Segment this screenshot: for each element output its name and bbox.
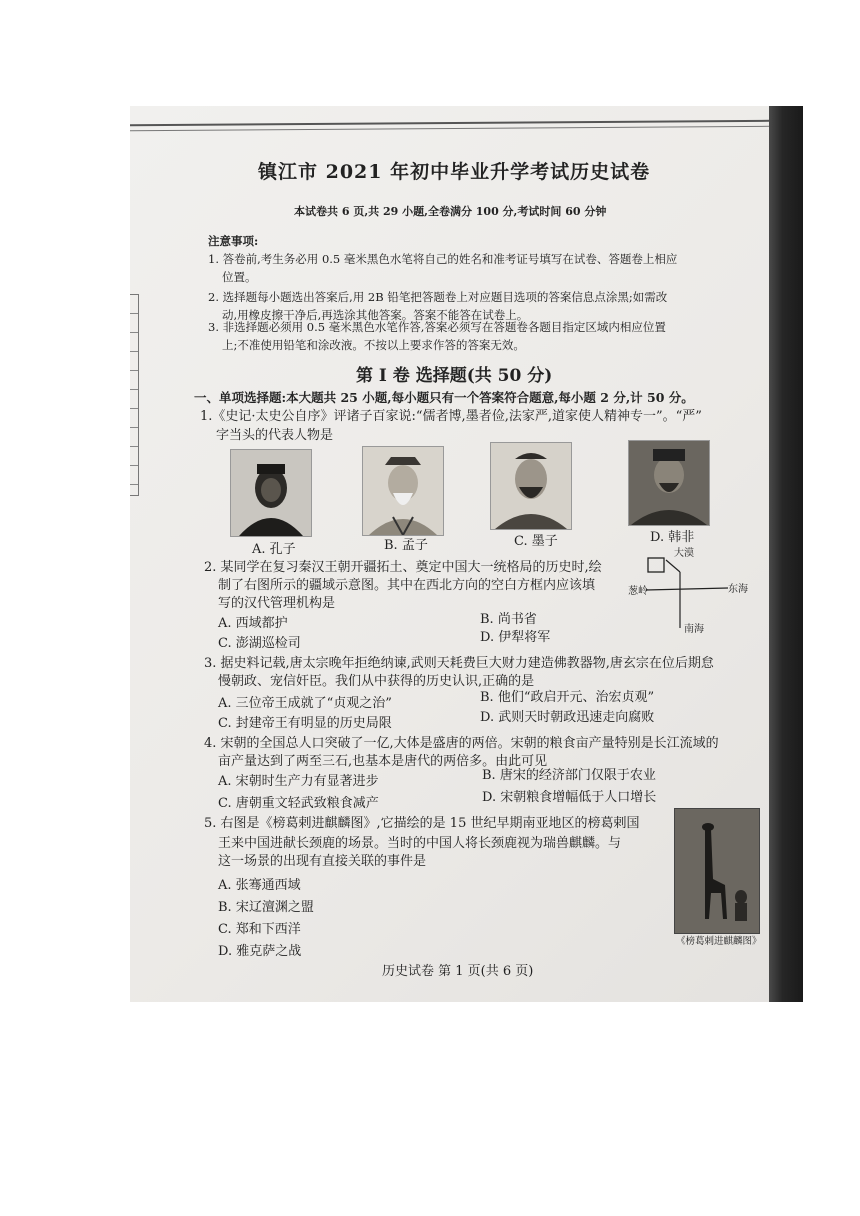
map-label: 大漠 [674,548,694,559]
top-rule [130,120,770,126]
exam-subtitle: 本试卷共 6 页,共 29 小题,全卷满分 100 分,考试时间 60 分钟 [294,205,607,218]
question-text: 制了右图所示的疆域示意图。其中在西北方向的空白方框内应该填 [218,578,596,593]
option: B. 孟子 [384,538,428,553]
option: B. 宋辽澶渊之盟 [218,900,314,915]
notice-line: 动,用橡皮擦干净后,再选涂其他答案。答案不能答在试卷上。 [222,308,529,322]
option: D. 伊犁将军 [480,630,551,645]
top-rule-thin [130,126,770,131]
question-text: 写的汉代管理机构是 [218,596,336,611]
margin-boxes [130,294,139,496]
territory-map [628,546,748,636]
map-label: 葱岭 [628,586,648,597]
option: A. 西域都护 [218,616,288,631]
exam-title: 镇江市 2021 年初中毕业升学考试历史试卷 [258,161,651,183]
question-text: 字当头的代表人物是 [216,428,334,443]
option: A. 张骞通西域 [218,878,301,893]
option: D. 武则天时朝政迅速走向腐败 [480,710,655,725]
notice-line: 1. 答卷前,考生务必用 0.5 毫米黑色水笔将自己的姓名和准考证号填写在试卷、答题卷上相应 [208,252,678,266]
option: A. 三位帝王成就了“贞观之治” [218,696,392,711]
option: D. 宋朝粮食增幅低于人口增长 [482,790,657,805]
option: C. 唐朝重文轻武致粮食减产 [218,796,379,811]
portrait-mencius [362,446,444,536]
notice-line: 3. 非选择题必须用 0.5 毫米黑色水笔作答,答案必须写在答题卷各题目指定区域内相应位置 [208,320,666,334]
section-instruction: 一、单项选择题:本大题共 25 小题,每小题只有一个答案符合题意,每小题 2 分,计 50 分。 [194,390,694,405]
question-text: 这一场景的出现有直接关联的事件是 [218,854,427,869]
option: C. 墨子 [514,534,558,549]
option: D. 韩非 [650,530,695,545]
question-text: 亩产量达到了两至三石,也基本是唐代的两倍多。由此可见 [218,754,548,769]
notice-line: 位置。 [222,270,257,284]
option: A. 孔子 [252,542,296,557]
map-label: 南海 [684,624,704,635]
notice-heading: 注意事项: [208,234,259,248]
question-text: 王来中国进献长颈鹿的场景。当时的中国人将长颈鹿视为瑞兽麒麟。与 [218,836,622,851]
option: C. 澎湖巡检司 [218,636,301,651]
option: B. 尚书省 [480,612,537,627]
question-text: 2. 某同学在复习秦汉王朝开疆拓土、奠定中国大一统格局的历史时,绘 [204,560,602,575]
notice-line: 上;不准使用铅笔和涂改液。不按以上要求作答的答案无效。 [222,338,525,352]
exam-paper-photo [130,106,803,1002]
section-title: 第 I 卷 选择题(共 50 分) [356,366,553,386]
question-text: 慢朝政、宠信奸臣。我们从中获得的历史认识,正确的是 [218,674,535,689]
portrait-mozi [490,442,572,530]
option: B. 他们“政启开元、治宏贞观” [480,690,655,705]
option: A. 宋朝时生产力有显著进步 [218,774,379,789]
page-footer: 历史试卷 第 1 页(共 6 页) [382,964,534,979]
giraffe-painting [674,808,760,934]
question-text: 5. 右图是《榜葛剌进麒麟图》,它描绘的是 15 世纪早期南亚地区的榜葛剌国 [204,816,640,831]
option: D. 雅克萨之战 [218,944,302,959]
portrait-hanfei [628,440,710,526]
notice-line: 2. 选择题每小题选出答案后,用 2B 铅笔把答题卷上对应题目选项的答案信息点涂黑;如需改 [208,290,668,304]
portrait-confucius [230,449,312,537]
map-label: 东海 [728,584,748,595]
option: B. 唐宋的经济部门仅限于农业 [482,768,656,783]
question-text: 1.《史记·太史公自序》评诸子百家说:“儒者博,墨者俭,法家严,道家使人精神专一”。“严” [200,409,702,424]
image-caption: 《榜葛剌进麒麟图》 [676,936,762,947]
option: C. 郑和下西洋 [218,922,301,937]
dark-edge [769,106,803,1002]
option: C. 封建帝王有明显的历史局限 [218,716,392,731]
question-text: 3. 据史料记载,唐太宗晚年拒绝纳谏,武则天耗费巨大财力建造佛教器物,唐玄宗在位后期怠 [204,656,714,671]
question-text: 4. 宋朝的全国总人口突破了一亿,大体是盛唐的两倍。宋朝的粮食亩产量特别是长江流域的 [204,736,719,751]
